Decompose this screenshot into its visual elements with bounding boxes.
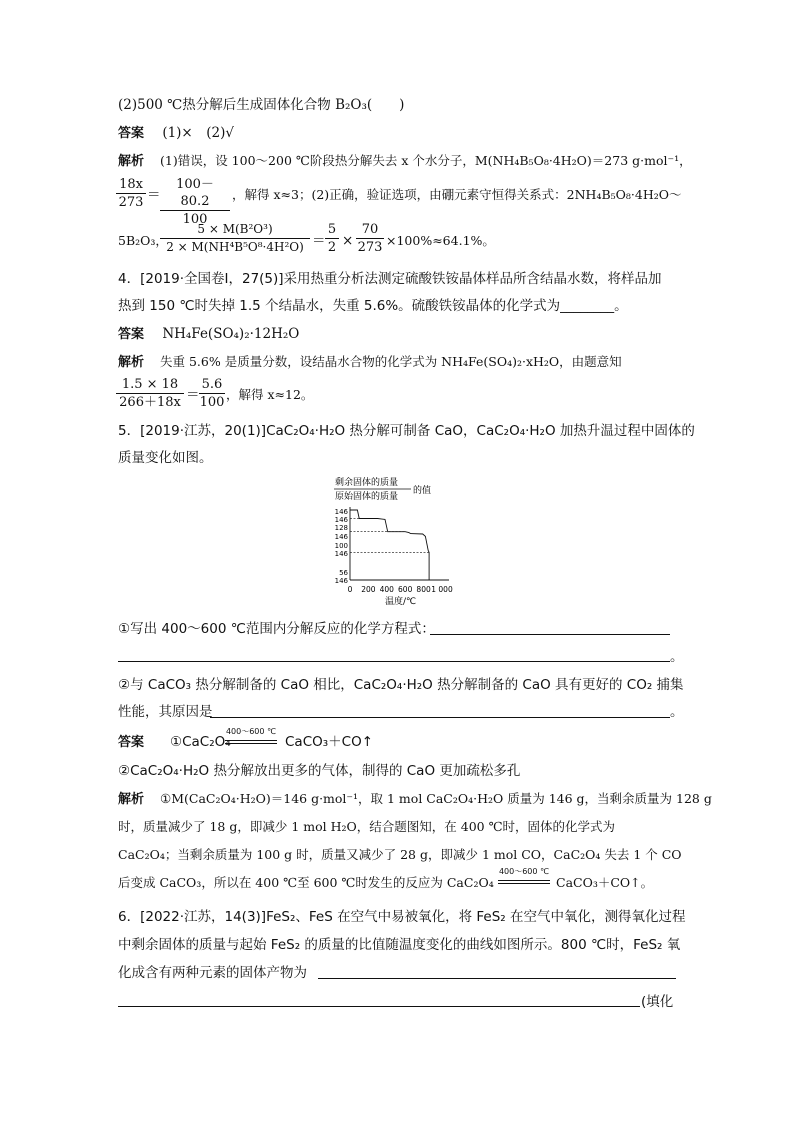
q4-analysis-line1 (118, 353, 622, 372)
y-tick-label: 146 (334, 577, 348, 585)
x-tick-label: 400 (379, 585, 394, 594)
analysis-label: 解析 (118, 154, 145, 169)
q-prev-analysis-line1 (118, 152, 692, 171)
y-tick-label: 146 (334, 516, 348, 524)
q-prev-answer-line (118, 124, 234, 143)
frac-num: 1.5 × 18 (116, 376, 184, 394)
equals-sign: ＝ (147, 187, 161, 203)
analysis-text: 失重 5.6% 是质量分数，设结晶水合物的化学式为 NH₄Fe(SO₄)₂·xH₂O，由题意知 (160, 354, 622, 369)
analysis-text: ①M(CaC₂O₄·H₂O)＝146 g·mol⁻¹，取 1 mol CaC₂O₄·H₂O 质量为 146 g，当剩余质量为 128 g (160, 791, 712, 806)
frac-den: 2 × M(NH⁴B⁵O⁸·4H²O) (166, 240, 304, 254)
answer-text: (1)× (2)√ (162, 125, 234, 141)
q5-answer-line (118, 733, 144, 752)
q5-sub2-line1: ②与 CaCO₃ 热分解制备的 CaO 相比，CaC₂O₄·H₂O 热分解制备的 CaO 具有更好的 CO₂ 捕集 (118, 677, 684, 693)
q-prev-item2: (2)500 ℃热分解后生成固体化合物 B₂O₃( ) (118, 97, 405, 113)
answer-label: 答案 (118, 327, 145, 342)
q4-analysis-tail: ，解得 x≈12。 (226, 387, 314, 402)
y-tick-label: 146 (334, 508, 348, 516)
frac-den: 100 (199, 395, 225, 410)
mass-curve (350, 510, 429, 580)
q5-sub1: ①写出 400～600 ℃范围内分解反应的化学方程式： (118, 621, 435, 637)
fraction-18x-273 (116, 176, 146, 211)
q5-analysis-line1 (118, 790, 712, 809)
reaction-arrow-equals (498, 880, 550, 884)
times-sign: × (342, 233, 354, 249)
q6-line1: 6．[2022·江苏，14(3)]FeS₂、FeS 在空气中易被氧化，将 FeS₂ 在空气中氧化，测得氧化过程 (118, 909, 686, 925)
frac-den: 266＋18x (119, 395, 181, 410)
q-prev-line3-tail: ×100%≈64.1%。 (386, 233, 495, 248)
answer-label: 答案 (118, 735, 145, 750)
frac-num: 5.6 (199, 376, 225, 394)
fraction-water-ratio (116, 376, 184, 411)
x-tick-label: 0 (347, 585, 353, 594)
chart-title-num: 剩余固体的质量 (335, 478, 399, 488)
frac-den: 273 (118, 195, 144, 210)
fraction-boron-ratio (160, 221, 310, 256)
q-prev-analysis-line2: ，解得 x≈3；(2)正确，验证选项，由硼元素守恒得关系式：2NH₄B₅O₈·4H₂O～ (232, 187, 682, 202)
chart-title (334, 476, 431, 502)
x-tick-label: 800 (416, 585, 431, 594)
x-tick-label: 200 (361, 585, 376, 594)
frac-den: 100 (182, 212, 208, 227)
y-tick-label: 100 (334, 542, 348, 550)
frac-den: 273 (357, 240, 383, 255)
q5-answer2: ②CaC₂O₄·H₂O 热分解放出更多的气体，制得的 CaO 更加疏松多孔 (118, 763, 521, 779)
q4-line1: 4．[2019·全国卷Ⅰ，27(5)]采用热重分析法测定硫酸铁铵晶体样品所含结晶水数，将样品加 (118, 271, 662, 287)
y-tick-label: 146 (334, 533, 348, 541)
reaction-condition: 400～600 ℃ (225, 727, 277, 736)
answer-text: NH₄Fe(SO₄)₂·12H₂O (162, 326, 300, 342)
y-tick-label: 128 (334, 524, 348, 532)
period: 。 (670, 704, 684, 720)
answer-blank (318, 977, 676, 979)
answer-blank (118, 1005, 640, 1007)
q5-analysis-line3: CaC₂O₄；当剩余质量为 100 g 时，质量又减少了 28 g，即减少 1 mol CO，CaC₂O₄ 失去 1 个 CO (118, 847, 682, 862)
y-tick-labels (335, 508, 349, 585)
frac-den: 2 (327, 240, 337, 255)
frac-num: 5 (325, 221, 339, 239)
reaction-condition: 400～600 ℃ (498, 867, 550, 876)
answer-blank (118, 660, 670, 662)
q-prev-line3-head: 5B₂O₃， (118, 233, 168, 248)
analysis-label: 解析 (118, 792, 145, 807)
fraction-5-2 (325, 221, 339, 256)
fraction-70-273 (356, 221, 384, 256)
q5-line2: 质量变化如图。 (118, 450, 213, 466)
y-tick-label: 146 (334, 550, 348, 558)
frac-num: 5 × M(B²O³) (160, 221, 310, 239)
analysis-label: 解析 (118, 355, 145, 370)
period: 。 (670, 649, 684, 665)
chart-title-den: 原始固体的质量 (335, 492, 399, 502)
reaction-arrow-equals (225, 740, 277, 744)
x-tick-labels (348, 585, 453, 594)
frac-num: 18x (116, 176, 146, 194)
q5-sub2-line2: 性能，其原因是 (118, 704, 213, 720)
answer-blank (430, 633, 670, 635)
x-axis-label: 温度/℃ (385, 597, 417, 607)
q5-line1: 5．[2019·江苏，20(1)]CaC₂O₄·H₂O 热分解可制备 CaO，CaC₂O₄·H₂O 加热升温过程中固体的 (118, 423, 695, 439)
answer-blank (210, 716, 670, 718)
chart-title-tail: 的值 (413, 486, 432, 496)
answer-eq-right: CaCO₃＋CO↑ (285, 734, 374, 750)
answer-label: 答案 (118, 126, 145, 141)
q5-analysis-line4: 后变成 CaCO₃，所以在 400 ℃至 600 ℃时发生的反应为 CaC₂O₄ (118, 875, 494, 890)
q6-line4-end: (填化 (641, 994, 674, 1010)
y-tick-label: 56 (339, 569, 348, 577)
frac-num: 100－80.2 (160, 176, 230, 211)
q5-analysis-line4-tail: CaCO₃＋CO↑。 (556, 875, 654, 890)
q6-line3: 化成含有两种元素的固体产物为 (118, 965, 307, 981)
x-tick-label: 600 (398, 585, 413, 594)
analysis-text: (1)错误，设 100～200 ℃阶段热分解失去 x 个水分子，M(NH₄B₅O₈·4H₂O)＝273 g·mol⁻¹， (160, 153, 692, 168)
equals-sign: ＝ (186, 387, 200, 403)
fraction-5.6-100 (199, 376, 225, 411)
q6-line2: 中剩余固体的质量与起始 FeS₂ 的质量的比值随温度变化的曲线如图所示。800 ℃时，FeS₂ 氧 (118, 937, 681, 953)
q5-analysis-line2: 时，质量减少了 18 g，即减少 1 mol H₂O，结合题图知，在 400 ℃时，固体的化学式为 (118, 819, 616, 834)
q4-answer-line (118, 325, 299, 344)
reference-lines (350, 518, 429, 552)
equals-sign-2: ＝ (312, 233, 326, 249)
answer-eq-left: ①CaC₂O₄ (170, 734, 231, 750)
mass-ratio-chart (325, 474, 470, 610)
frac-num: 70 (356, 221, 384, 239)
x-tick-label: 1 000 (431, 585, 453, 594)
q4-line2: 热到 150 ℃时失掉 1.5 个结晶水，失重 5.6%。硫酸铁铵晶体的化学式为________。 (118, 298, 628, 314)
